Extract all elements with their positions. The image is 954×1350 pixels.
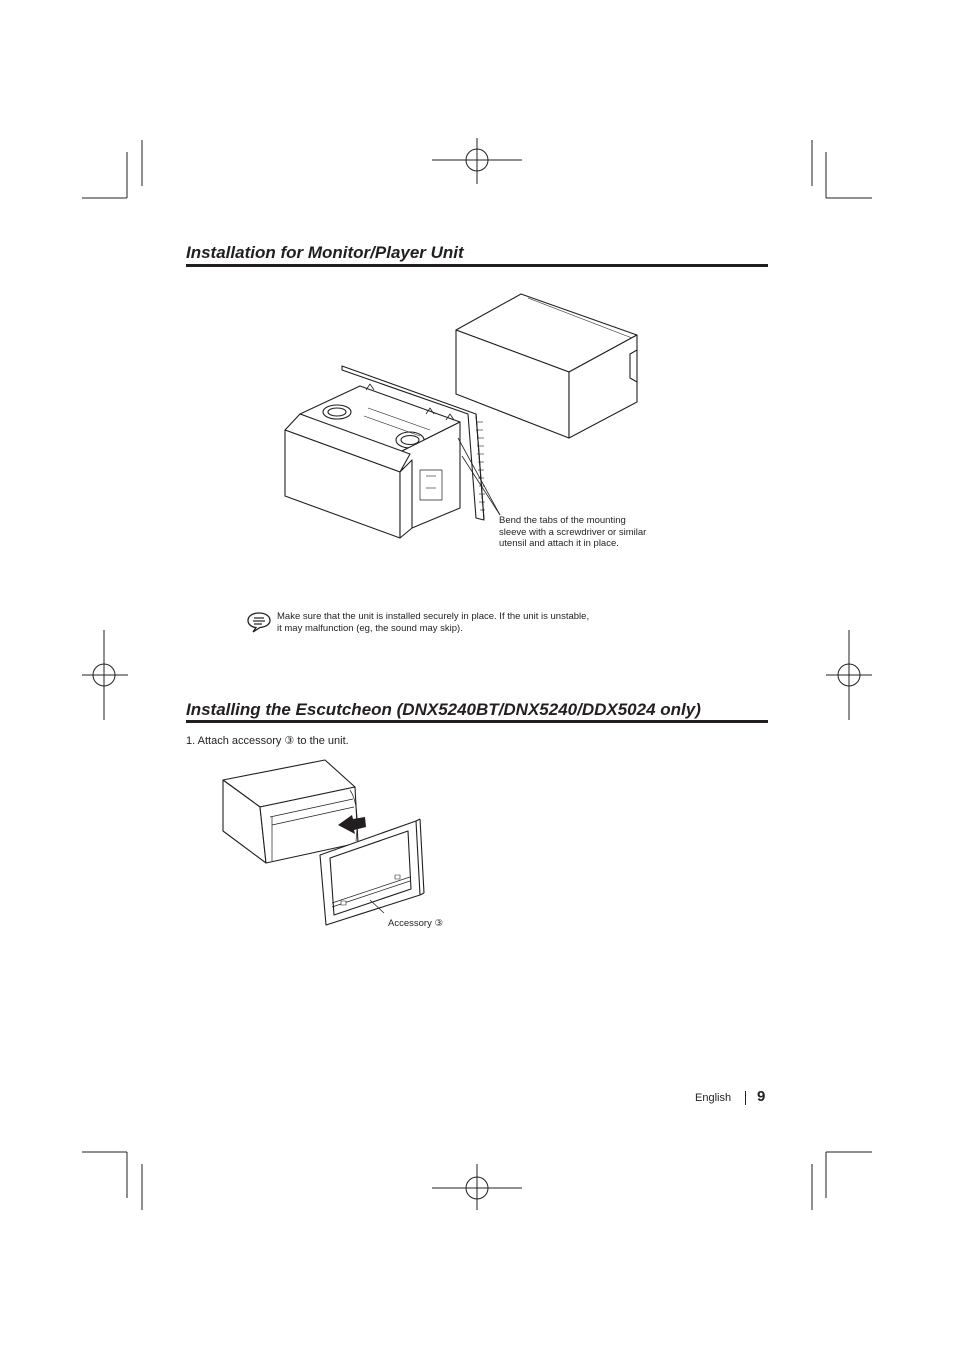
figure-callout-accessory: Accessory ③ xyxy=(388,918,443,929)
footer-language: English xyxy=(695,1092,732,1104)
step-1-text: 1. Attach accessory ③ to the unit. xyxy=(186,735,349,747)
section-title-escutcheon: Installing the Escutcheon (DNX5240BT/DNX5240/DDX5024 only) xyxy=(186,700,701,719)
callout-line: utensil and attach it in place. xyxy=(499,538,619,549)
escutcheon-diagram xyxy=(220,755,440,935)
callout-line: Bend the tabs of the mounting xyxy=(499,515,626,526)
section-title-monitor-installation: Installation for Monitor/Player Unit xyxy=(186,243,464,262)
note-line: it may malfunction (eg, the sound may skip). xyxy=(277,622,463,634)
callout-line: sleeve with a screwdriver or similar xyxy=(499,526,647,538)
footer-divider xyxy=(745,1091,746,1105)
section-rule xyxy=(186,264,768,267)
note-line: Make sure that the unit is installed securely in place. If the unit is unstable, xyxy=(277,611,590,622)
section-rule xyxy=(186,720,768,723)
page-number: 9 xyxy=(757,1088,766,1105)
installation-diagram xyxy=(280,290,680,550)
installation-note xyxy=(277,611,637,634)
note-icon xyxy=(247,611,271,633)
figure-callout-bend-tabs xyxy=(499,515,679,550)
